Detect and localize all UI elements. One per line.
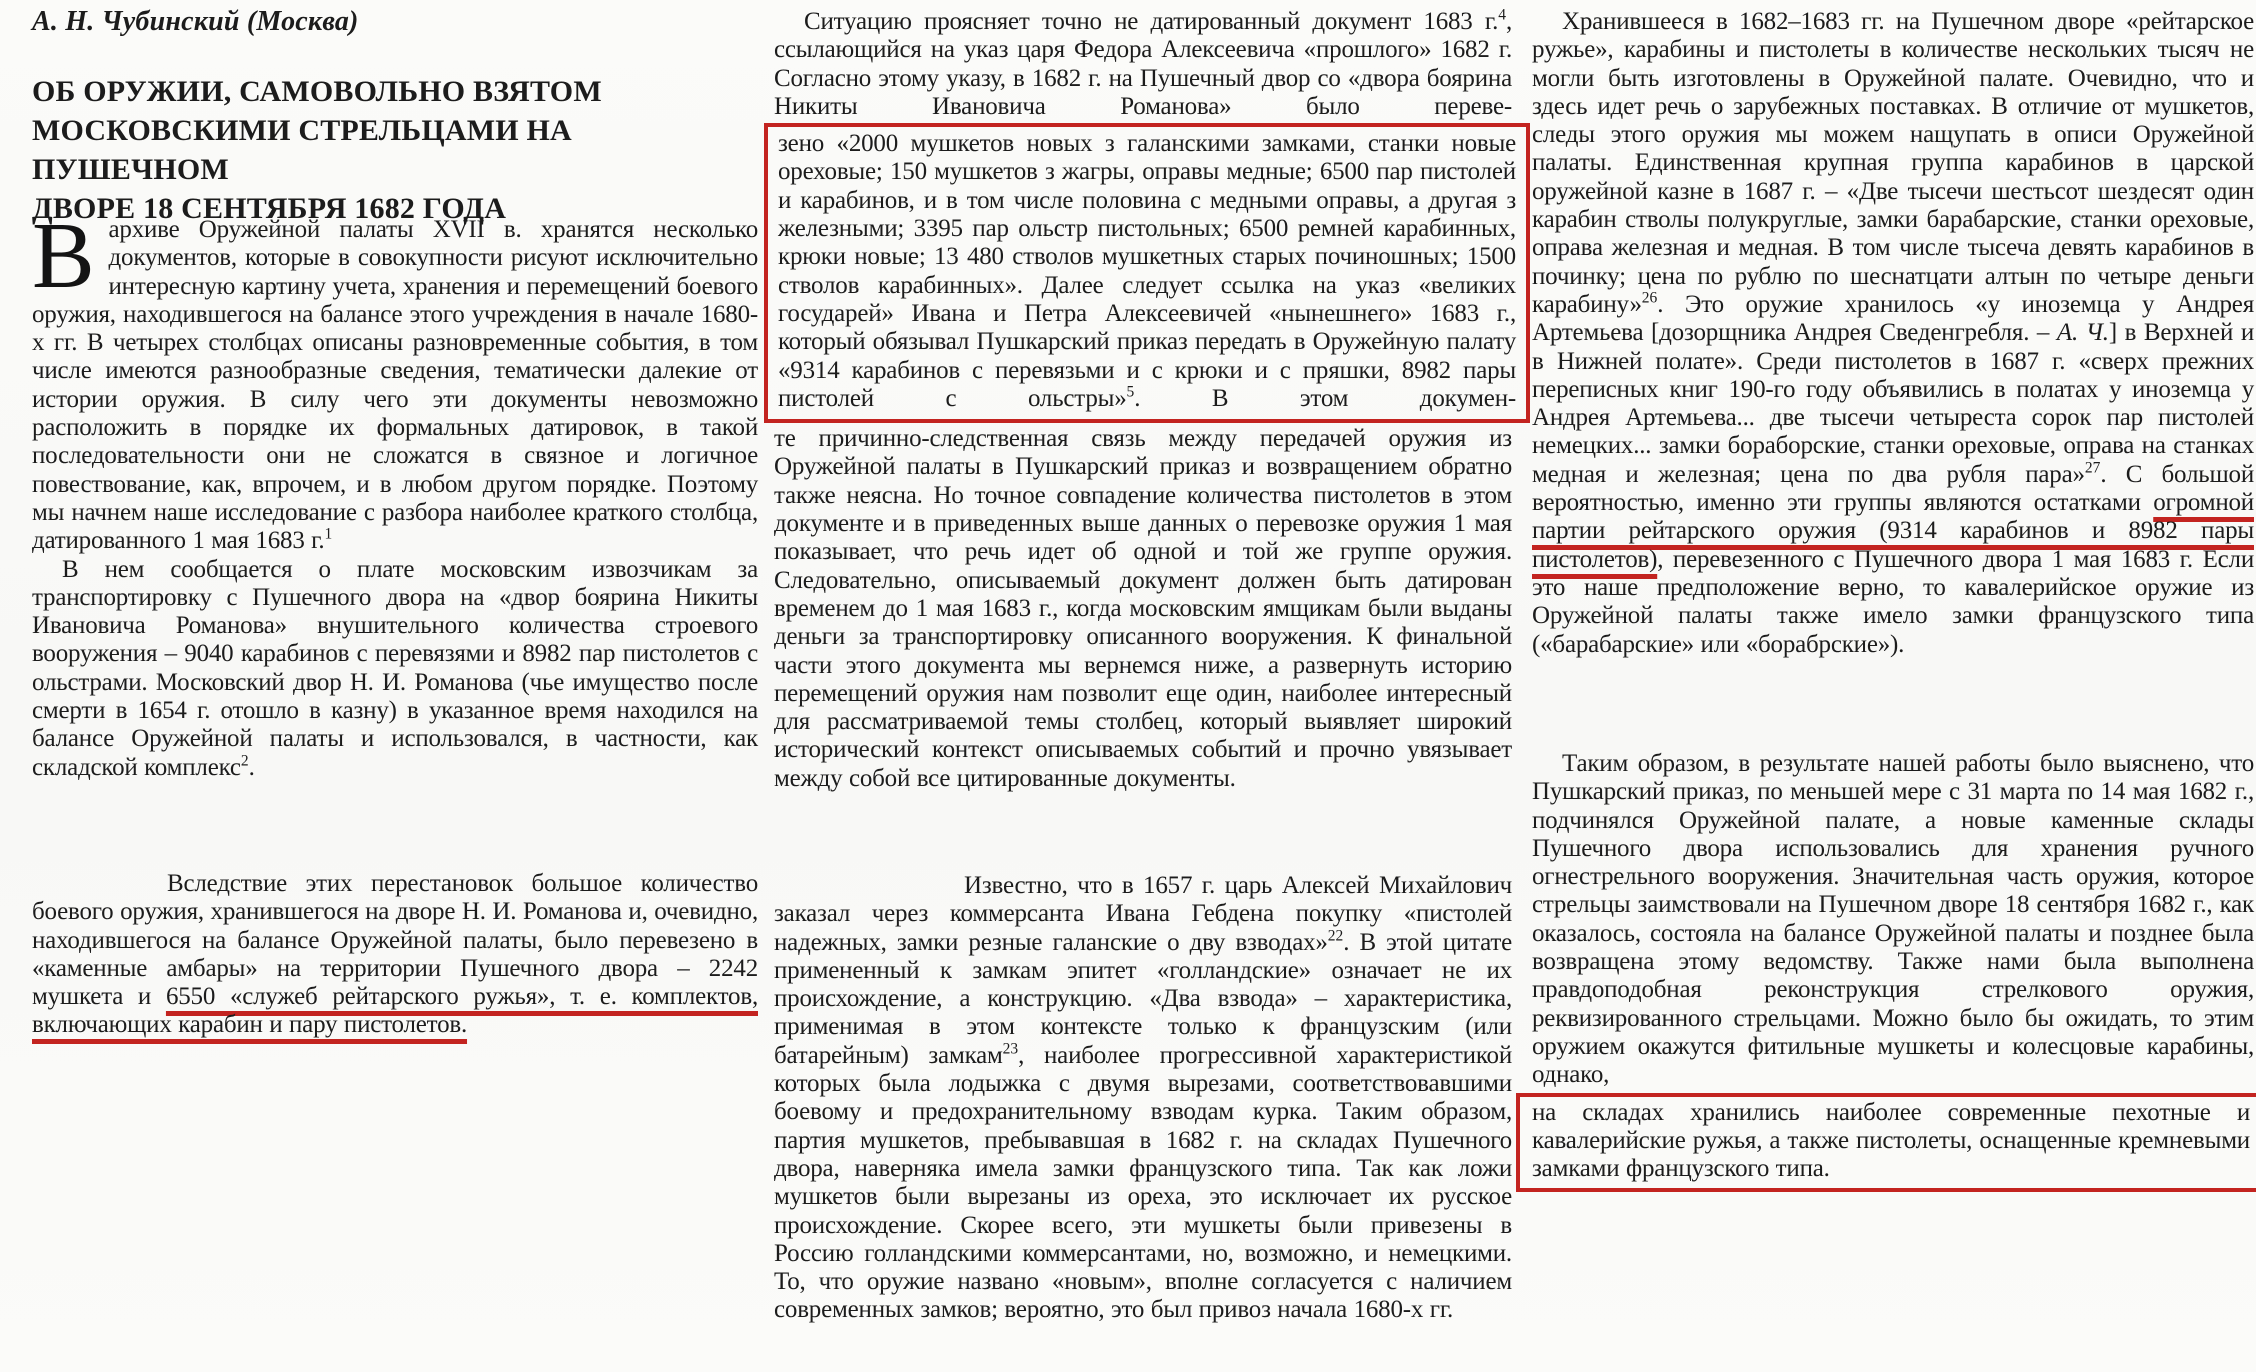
left-column-section-2 [32,870,758,1040]
middle-column-body [774,6,1517,793]
article-title [32,72,758,228]
article-title-line: МОСКОВСКИМИ СТРЕЛЬЦАМИ НА ПУШЕЧНОМ [32,114,572,186]
paragraph-weapons-inventory: зено «2000 мушкетов новых з галанскими замками, станки новые ореховые; 150 мушкетов з жагры, оправы медные; 6500 пар пистолей и карабинов, и в том числе половина с медными оправы, а другая з железными; 3395 пар ольстр пистольных; 6500 ремней карабинных, крюки новые; 13 480 стволов мушкетных старых починошных; 1500 стволов карабинных». Далее следует ссылка на указ «великих государей» Ивана и Петра Алексеевичей «нынешнего» 1683 г., который обязывал Пушкарский приказ передать в Оружейную палату «9314 карабинов с перевязьми и с крюки и с пряшки, 8982 пары пистолей с ольстры»$^5$. В этом докумен- [778,130,1517,412]
article-title-line: ОБ ОРУЖИИ, САМОВОЛЬНО ВЗЯТОМ [32,75,602,108]
paragraph-carters-payment: В нем сообщается о плате московским извозчикам за транспортировку с Пушечного двора на «двор боярина Никиты Ивановича Романова» внушительного количества строевого вооружения – 9040 карабинов с перевязями и 8982 пар пистолетов с ольстрами. Московский двор Н. И. Романова (чье имущество после смерти в 1654 г. отошло в казну) в указанное время находился на балансе Оружейной палаты и использовался, в частности, как складской комплекс$^2$. [32,555,758,781]
paragraph-intro-text: архиве Оружейной палаты XVII в. хранятся несколько документов, которые в совокупности рисуют исключительно интересную картину учета, хранения и перемещений боевого оружия, находившегося на балансе этого учреждения в начале 1680-х гг. В четырех столбцах описаны разновременные события, в том числе имеются разнообразные сведения, тематически далекие от истории оружия. В силу чего эти документы невозможно расположить в порядке их формальных датировок, в такой последовательности они не сложатся в связное и логичное повествование, как, впрочем, и в любом другом порядке. Поэтому мы начнем наше исследование с разбора наиболее краткого столбца, датированного 1 мая 1683 г.$^1$ [32,216,758,555]
paragraph-conclusion-highlight: на складах хранились наиболее современные пехотные и кавалерийские ружья, а также пистолеты, оснащенные кремневыми замками французского типа. [1532,1098,2250,1183]
column-right [1532,0,2254,1372]
paragraph-document-dating: те причинно-следственная связь между передачей оружия из Оружейной палаты в Пушкарский приказ и возвращением обратно также неясна. Но точное совпадение количества пистолетов в этом документе и в приведенных выше данных о перевозке оружия 1 мая показывает, что речь идет об одной и той же группе оружия. Следовательно, описываемый документ должен быть датирован временем до 1 мая 1683 г., когда московским ямщикам были выданы деньги за транспортировку описанного вооружения. К финальной части этого документа мы вернемся ниже, а развернуть историю перемещений оружия нам позволит еще один, наиболее интересный для рассматриваемой темы столбец, который выявляет широкий исторический контекст описываемых событий и прочно увязывает между собой все цитированные документы. [774,425,1512,792]
right-column-section-2 [1532,750,2254,1192]
article-title-line: ДВОРЕ 18 СЕНТЯБРЯ 1682 ГОДА [32,192,507,225]
column-left [32,0,758,1372]
paragraph-transfer-totals: Вследствие этих перестановок большое количество боевого оружия, хранившегося на дворе Н. И. Романова и, очевидно, находившегося на балансе Оружейной палаты, было перевезено в «каменные амбары» на территории Пушечного двора – 2242 мушкета и 6550 «служеб рейтарского ружья», т. е. комплектов, включающих карабин и пару пистолетов. [32,870,758,1039]
column-middle [774,0,1517,1372]
article-author: А. Н. Чубинский (Москва) [32,6,359,37]
right-column-body [1532,8,2254,659]
paragraph-dutch-locks: Известно, что в 1657 г. царь Алексей Михайлович заказал через коммерсанта Ивана Гебдена покупку «пистолей надежных, замки резные галанские о дву взводах»$^{22}$. В этой цитате примененный к замкам эпитет «голландские» означает не их происхождение, а конструкцию. «Два взвода» – характеристика, применимая в этом контексте только к французским (или батарейным) замкам$^{23}$, наиболее прогрессивной характеристикой которых была лодыжка с двумя вырезами, соответствовавшими боевому и предохранительному взводам курка. Таким образом, партия мушкетов, пребывавшая в 1682 г. на складах Пушечного двора, наверняка имела замки французского типа. Так как ложи мушкетов были вырезаны из ореха, это исключает их русское происхождение. Скорее всего, эти мушкеты были привезены в Россию голландскими коммерсантами, но, возможно, и немецкими. То, что оружие названо «новым», вполне согласуется с наличием современных замков; вероятно, это был привоз начала 1680-х гг. [774,872,1512,1324]
highlight-box-weapons-inventory [764,123,1530,423]
paragraph-reiter-weapons: Хранившееся в 1682–1683 гг. на Пушечном дворе «рейтарское ружье», карабины и пистолеты в количестве нескольких тысяч не могли быть изготовлены в Оружейной палате. Очевидно, что и здесь идет речь о зарубежных поставках. В отличие от мушкетов, следы этого оружия мы можем нащупать в описи Оружейной палаты. Единственная крупная группа карабинов в царской оружейной казне в 1687 г. – «Две тысечи шестьсот шездесят один карабин стволы полукруглые, замки барабарские, станки ореховые, оправа железная и медная. В том числе тысеча девять карабинов в починку; цена по рублю по шеснатцати алтын по четыре деньги карабину»$^{26}$. Это оружие хранилось «у иноземца у Андрея Артемьева [дозорщника Андрея Сведенгребля. – А. Ч.] в Верхней и в Нижней полате». Среди пистолетов в 1687 г. «сверх прежних переписных книг 190-го году объявились в полатах у иноземца у Андрея Артемьева... две тысечи четыреста сорок пар пистолей немецких... замки бораборские, станки ореховые, оправа на станках медная и железная; цена по два рубля пара»$^{27}$. С большой вероятностью, именно эти группы являются остатками огромной партии рейтарского оружия (9314 карабинов и 8982 пары пистолетов), перевезенного с Пушечного двора 1 мая 1683 г. Если это наше предположение верно, то кавалерийское оружие из Оружейной палаты также имело замки французского типа («барабарские» или «борабрские»). [1532,8,2254,658]
drop-cap: В [32,204,95,308]
middle-column-section-2 [774,872,1512,1325]
paragraph-undated-document: Ситуацию проясняет точно не датированный документ 1683 г.$^4$, ссылающийся на указ царя Федора Алексеевича «прошлого» 1682 г. Согласно этому указу, в 1682 г. на Пушечный двор со «двора боярина Никиты Ивановича Романова» было переве- [774,6,1512,120]
paragraph-conclusions: Таким образом, в результате нашей работы было выяснено, что Пушкарский приказ, по меньшей мере с 31 марта по 14 мая 1682 г., подчинялся Оружейной палате, а новые каменные склады Пушечного двора использовались для хранения ручного огнестрельного вооружения. Значительная часть оружия, которое стрельцы заимствовали на Пушечном дворе 18 сентября 1682 г., как оказалось, состояла на балансе Оружейной палаты и позднее была возвращена этому ведомству. Также нами была выполнена правдоподобная реконструкция стрелкового оружия, реквизированного стрельцами. Можно было бы ожидать, то этим оружием окажутся фитильные мушкеты и колесцовые карабины, однако, [1532,750,2254,1089]
highlight-box-conclusion [1516,1093,2256,1193]
